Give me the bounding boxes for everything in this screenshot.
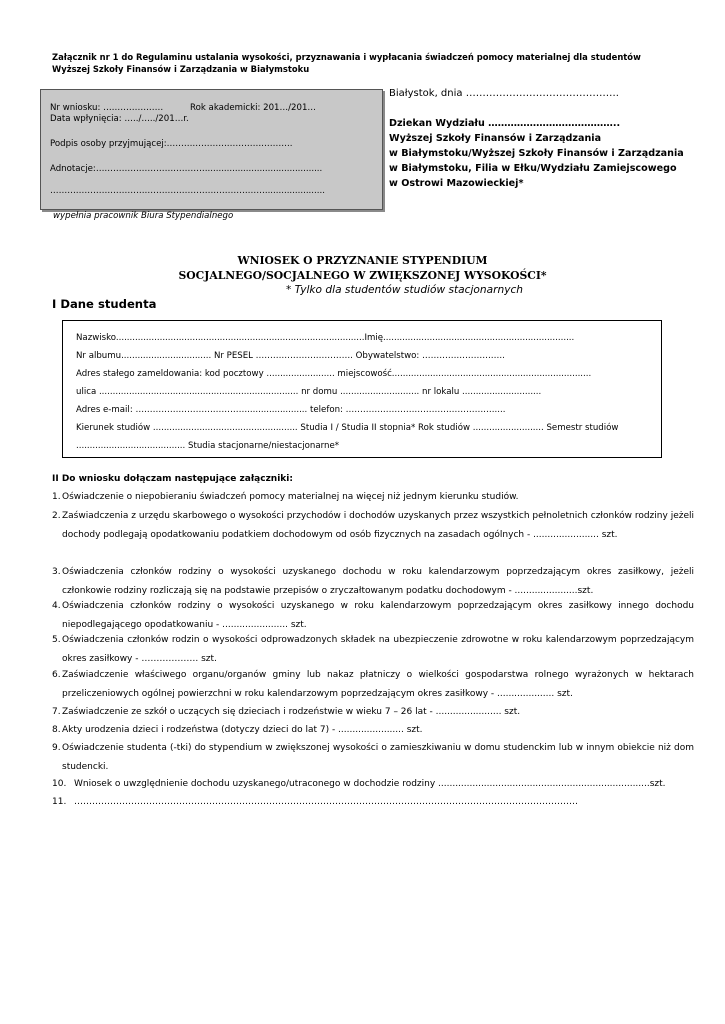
student-name-row[interactable]: Nazwisko...........................................................................................Imię...................................................................... xyxy=(76,333,575,343)
student-street-row[interactable]: ulica ......................................................................... nr domu ............................. nr lokalu ............................. xyxy=(76,387,542,397)
attachment-text: Oświadczenie studenta (-tki) do stypendium w zwiększonej wysokości o zamieszkiwaniu w domu studenckim lub w innym obiekcie niż dom studencki. xyxy=(62,743,694,772)
form-title-line2: SOCJALNEGO/SOCJALNEGO W ZWIĘKSZONEJ WYSOKOŚCI* xyxy=(178,269,547,282)
student-mode-row[interactable]: ........................................ Studia stacjonarne/niestacjonarne* xyxy=(76,441,340,451)
attachment-item xyxy=(52,721,694,740)
attachment-item xyxy=(52,488,694,507)
notes-field[interactable]: Adnotacje:………………………………….......................................... xyxy=(50,164,323,174)
notes-continuation-line[interactable]: …………………………………………………………………...................... xyxy=(50,186,325,196)
annex-header xyxy=(52,51,692,75)
attachment-number: 8. xyxy=(52,725,61,735)
attachment-item xyxy=(52,666,694,704)
attachment-text: Zaświadczenie właściwego organu/organów gminy lub nakaz płatniczy o wielkości gospodarstwa rolnego wyrażonych w hektarach przeliczeniowych ogólnej powierzchni w roku kalendarzowym poprzedzającym okres zasiłkowy - .................... szt. xyxy=(62,670,694,699)
student-data-box xyxy=(62,320,662,458)
attachment-number: 7. xyxy=(52,707,61,717)
place-date-field[interactable]: Białystok, dnia ………………………………………. xyxy=(389,88,619,99)
attachment-item xyxy=(52,507,694,545)
office-use-box xyxy=(40,89,383,210)
form-footnote: * Tylko dla studentów studiów stacjonarnych xyxy=(285,284,523,296)
receiver-signature-field[interactable]: Podpis osoby przyjmującej:…………………………………….. xyxy=(50,139,293,149)
addressee-line: w Białymstoku, Filia w Ełku/Wydziału Zamiejscowego xyxy=(389,163,677,174)
annex-header-line1: Załącznik nr 1 do Regulaminu ustalania wysokości, przyznawania i wypłacania świadczeń pomocy materialnej dla studentów xyxy=(52,52,641,62)
student-id-row[interactable]: Nr albumu................................. Nr PESEL ……………………………. Obywatelstwo: ……………………….. xyxy=(76,351,505,361)
attachment-number: 10. xyxy=(52,779,67,789)
attachment-text: Zaświadczenia z urzędu skarbowego o wysokości przychodów i dochodów uzyskanych przez wszystkich pełnoletnich członków rodziny jeżeli dochody podlegają opodatkowaniu podatkiem dochodowym od osób fizycznych na zasadach ogólnych - ....................... szt. xyxy=(62,511,694,540)
attachment-text: Oświadczenia członków rodziny o wysokości uzyskanego w roku kalendarzowym poprzedzającym okres zasiłkowy innego dochodu niepodlegającego opodatkowaniu - ....................... szt. xyxy=(62,601,694,630)
attachment-text: Akty urodzenia dzieci i rodzeństwa (dotyczy dzieci do lat 7) - ....................... szt. xyxy=(62,725,423,735)
attachment-number: 6. xyxy=(52,670,61,680)
form-title-line1: WNIOSEK O PRZYZNANIE STYPENDIUM xyxy=(237,254,488,267)
attachment-number: 4. xyxy=(52,601,61,611)
attachment-number: 2. xyxy=(52,511,61,521)
addressee-line: w Białymstoku/Wyższej Szkoły Finansów i Zarządzania xyxy=(389,148,684,159)
attachment-item xyxy=(52,563,694,601)
attachment-item xyxy=(52,793,694,812)
attachment-text: Oświadczenie o niepobieraniu świadczeń pomocy materialnej na więcej niż jednym kierunku studiów. xyxy=(62,492,519,502)
attachment-number: 11. xyxy=(52,797,67,807)
section2-heading: II Do wniosku dołączam następujące załączniki: xyxy=(52,474,293,484)
attachment-text: Oświadczenia członków rodziny o wysokości uzyskanego dochodu w roku kalendarzowym poprzedzającym okres zasiłkowy, jeżeli członkowie rodziny rozliczają się na podstawie przepisów o zryczałtowanym podatku dochodowym - ......................szt. xyxy=(62,567,694,596)
attachment-text: Oświadczenia członków rodzin o wysokości odprowadzonych składek na ubezpieczenie zdrowotne w roku kalendarzowym poprzedzającym okres zasiłkowy - ………………. szt. xyxy=(62,635,694,664)
attachment-number: 9. xyxy=(52,743,61,753)
attachment-text: Wniosek o uwzględnienie dochodu uzyskanego/utraconego w dochodzie rodziny ..........................................................................szt. xyxy=(74,779,666,789)
attachment-text: Zaświadczenie ze szkół o uczących się dzieciach i rodzeństwie w wieku 7 – 26 lat - ....................... szt. xyxy=(62,707,521,717)
attachment-item xyxy=(52,739,694,777)
attachment-number: 5. xyxy=(52,635,61,645)
student-study-row[interactable]: Kierunek studiów ..................................................... Studia I / Studia II stopnia* Rok studiów .......................... Semestr studiów xyxy=(76,423,619,433)
attachment-number: 3. xyxy=(52,567,61,577)
attachment-item xyxy=(52,703,694,722)
addressee-block xyxy=(389,116,684,191)
addressee-line: Dziekan Wydziału ………………………………….. xyxy=(389,118,621,129)
addressee-line: Wyższej Szkoły Finansów i Zarządzania xyxy=(389,133,602,144)
student-contact-row[interactable]: Adres e-mail: …………………………………...................... telefon: ……………………………………………..... xyxy=(76,405,506,415)
attachment-item xyxy=(52,775,694,794)
attachment-item xyxy=(52,631,694,669)
office-box-note: wypełnia pracownik Biura Stypendialnego xyxy=(53,211,234,221)
attachment-number: 1. xyxy=(52,492,61,502)
addressee-line: w Ostrowi Mazowieckiej* xyxy=(389,178,524,189)
application-number-field[interactable]: Nr wniosku: ………………… xyxy=(50,103,164,113)
academic-year-field[interactable]: Rok akademicki: 201…/201… xyxy=(190,103,317,113)
attachment-text[interactable]: …………………………………………………………………………………………………………………………………………………… xyxy=(74,797,578,807)
annex-header-line2: Wyższej Szkoły Finansów i Zarządzania w Białymstoku xyxy=(52,64,310,74)
received-date-field[interactable]: Data wpłynięcia: …../…../201…r. xyxy=(50,114,189,124)
section1-heading: I Dane studenta xyxy=(52,297,157,311)
attachment-item xyxy=(52,597,694,635)
student-address-row[interactable]: Adres stałego zameldowania: kod pocztowy ......................... miejscowość......................................................................... xyxy=(76,369,592,379)
